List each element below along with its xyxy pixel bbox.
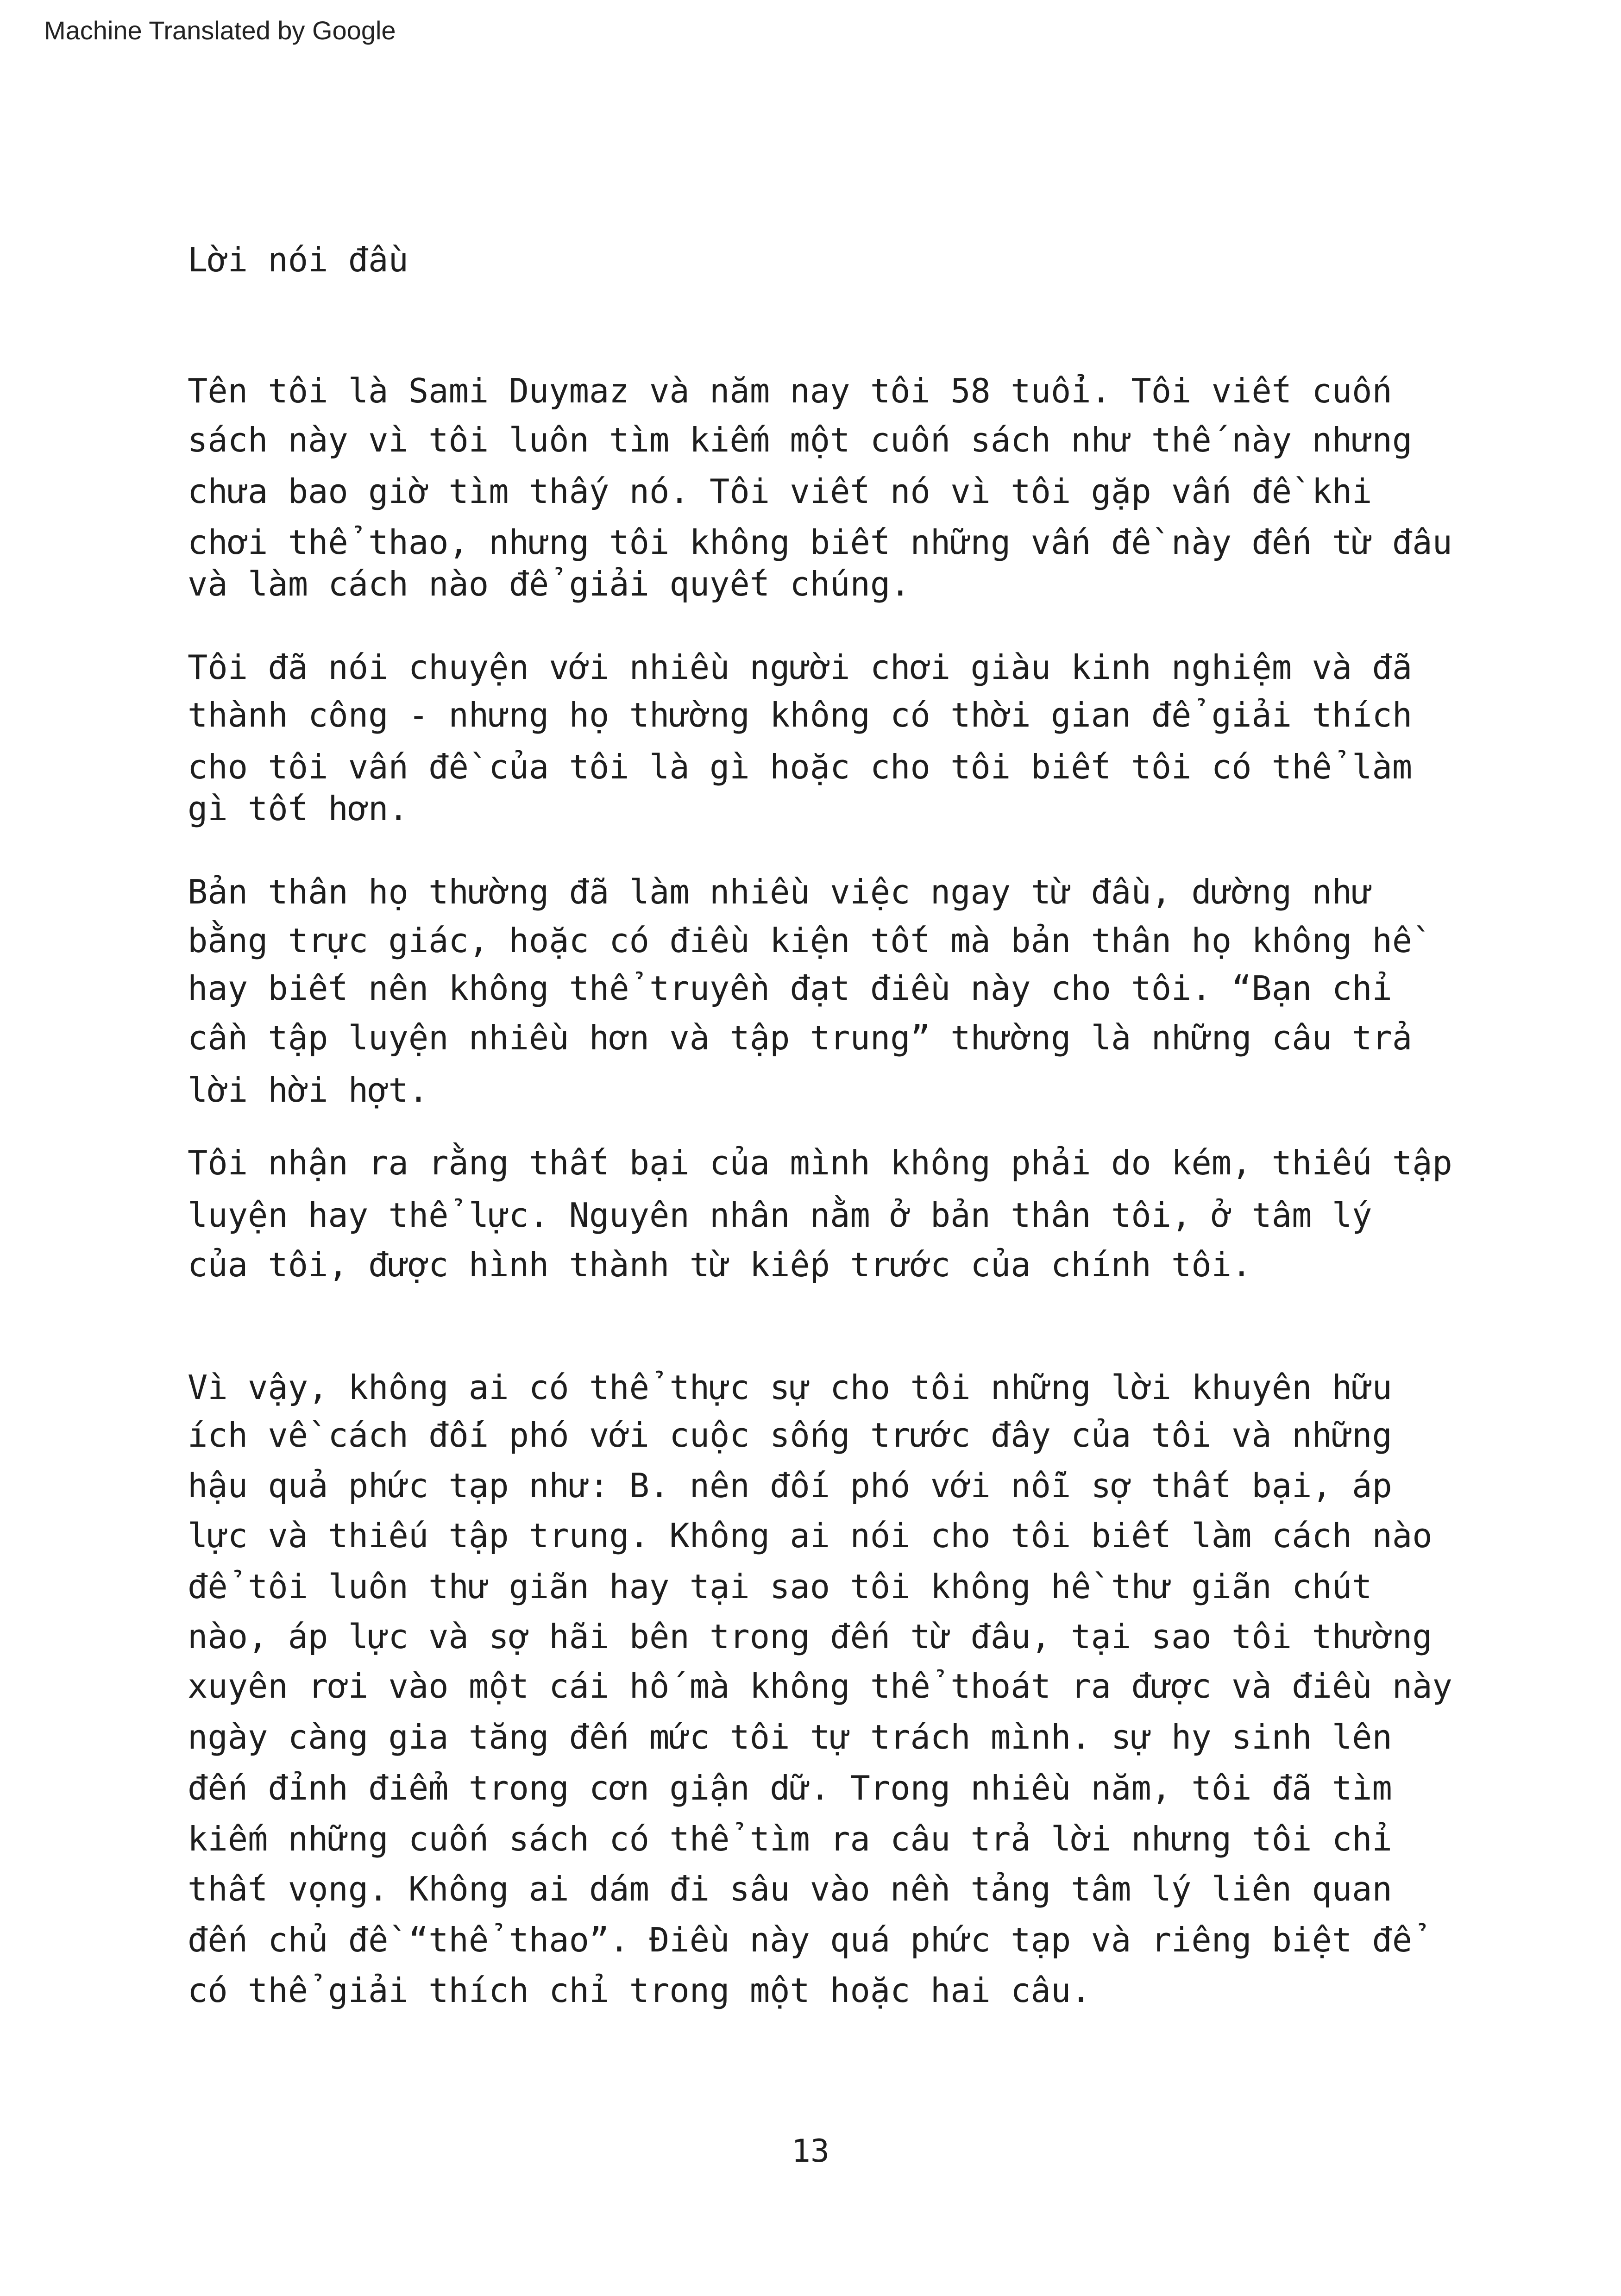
text-line: Bản thân họ thường đã làm nhiều việc ngay từ đầu, dường như [188,872,1372,911]
text-line: luyện hay thể lực. Nguyên nhân nằm ở bản thân tôi, ở tâm lý [188,1196,1372,1235]
text-line: chơi thể thao, nhưng tôi không biết những vấn đề này đến từ đâu [188,523,1452,562]
page-heading: Lời nói đầu [188,240,408,279]
text-line: và làm cách nào để giải quyết chúng. [188,565,911,603]
text-line: kiếm những cuốn sách có thể tìm ra câu trả lời nhưng tôi chỉ [188,1819,1392,1858]
text-line: hay biết nên không thể truyền đạt điều này cho tôi. “Bạn chỉ [188,969,1392,1008]
text-line: cần tập luyện nhiều hơn và tập trung” thường là những câu trả [188,1018,1413,1057]
text-line: Tôi nhận ra rằng thất bại của mình không phải do kém, thiếu tập [188,1143,1452,1182]
text-line: xuyên rơi vào một cái hố mà không thể thoát ra được và điều này [188,1667,1452,1706]
text-line: thất vọng. Không ai dám đi sâu vào nền tảng tâm lý liên quan [188,1869,1392,1908]
text-line: chưa bao giờ tìm thấy nó. Tôi viết nó vì tôi gặp vấn đề khi [188,472,1372,511]
text-line: của tôi, được hình thành từ kiếp trước của chính tôi. [188,1245,1252,1284]
text-line: Tên tôi là Sami Duymaz và năm nay tôi 58 tuổi. Tôi viết cuốn [188,371,1392,410]
text-line: ích về cách đối phó với cuộc sống trước đây của tôi và những [188,1416,1392,1455]
text-line: lực và thiếu tập trung. Không ai nói cho tôi biết làm cách nào [188,1516,1433,1555]
text-line: bằng trực giác, hoặc có điều kiện tốt mà bản thân họ không hề [188,921,1413,960]
page-number: 13 [792,2133,829,2170]
text-line: đến đỉnh điểm trong cơn giận dữ. Trong nhiều năm, tôi đã tìm [188,1769,1392,1807]
machine-translation-banner: Machine Translated by Google [44,16,396,45]
text-line: gì tốt hơn. [188,789,408,828]
text-line: hậu quả phức tạp như: B. nên đối phó với nỗi sợ thất bại, áp [188,1466,1392,1505]
text-line: sách này vì tôi luôn tìm kiếm một cuốn sách như thế này nhưng [188,420,1413,459]
text-line: thành công - nhưng họ thường không có thời gian để giải thích [188,696,1413,734]
text-line: ngày càng gia tăng đến mức tôi tự trách mình. sự hy sinh lên [188,1718,1392,1757]
text-line: Tôi đã nói chuyện với nhiều người chơi giàu kinh nghiệm và đã [188,648,1413,687]
text-line: đến chủ đề “thể thao”. Điều này quá phức tạp và riêng biệt để [188,1920,1413,1959]
text-line: lời hời hợt. [188,1071,429,1110]
text-line: cho tôi vấn đề của tôi là gì hoặc cho tôi biết tôi có thể làm [188,747,1413,786]
text-line: có thể giải thích chỉ trong một hoặc hai câu. [188,1971,1091,2010]
text-line: nào, áp lực và sợ hãi bên trong đến từ đâu, tại sao tôi thường [188,1617,1433,1656]
text-line: Vì vậy, không ai có thể thực sự cho tôi những lời khuyên hữu [188,1368,1392,1407]
text-line: để tôi luôn thư giãn hay tại sao tôi không hề thư giãn chút [188,1567,1372,1606]
